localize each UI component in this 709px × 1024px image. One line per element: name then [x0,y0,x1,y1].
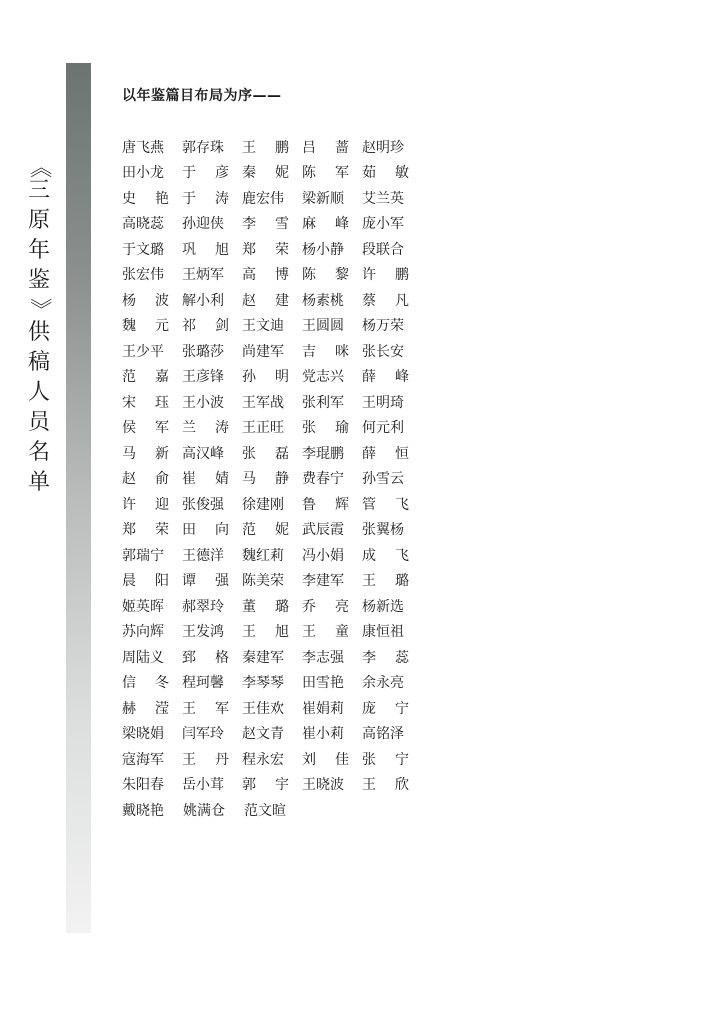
title-glyph: 人 [27,380,50,405]
name-row [122,491,422,517]
contributor-name: 冯小娟 [302,547,344,564]
contributor-name: 王 军 [182,700,229,717]
name-row [122,262,422,288]
name-row [122,568,422,594]
contributor-name: 闫军玲 [182,726,224,743]
contributor-name: 姬英晖 [122,598,164,615]
contributor-name: 田小龙 [122,165,164,182]
contributor-name: 李志强 [302,649,344,666]
name-row [122,415,422,441]
contributor-name: 董 璐 [242,598,289,615]
contributor-name: 吕 蔷 [302,139,349,156]
contributor-name: 张利军 [302,394,344,411]
contributor-name: 张宏伟 [122,267,164,284]
contributor-name: 鹿宏伟 [242,190,284,207]
contributor-name: 党志兴 [302,369,344,386]
contributor-name: 郑 荣 [242,241,289,258]
contributor-name: 高汉峰 [182,445,224,462]
name-row [122,287,422,313]
contributor-name: 王正旺 [242,420,284,437]
contributor-name: 成 飞 [362,547,409,564]
contributor-name: 姚满仓 [183,802,225,819]
contributor-name: 李琨鹏 [302,445,344,462]
name-row [122,746,422,772]
name-row [122,670,422,696]
name-row [122,797,422,823]
contributor-name: 薛 峰 [362,369,409,386]
section-heading: 以年鉴篇目布局为序—— [122,88,282,104]
contributor-name: 王晓波 [302,777,344,794]
contributor-name: 王炳军 [182,267,224,284]
name-row [122,364,422,390]
contributor-name: 刘 佳 [302,751,349,768]
contributor-name: 王 欣 [362,777,409,794]
contributor-name: 秦建军 [242,649,284,666]
contributor-name: 陈美荣 [242,573,284,590]
name-row [122,593,422,619]
contributor-name: 马 静 [242,471,289,488]
contributor-name: 王军战 [242,394,284,411]
contributor-name: 王明琦 [362,394,404,411]
contributor-name: 张 宁 [362,751,409,768]
contributor-name: 张 瑜 [302,420,349,437]
contributor-name: 于 涛 [182,190,229,207]
contributor-name: 巩 旭 [182,241,229,258]
contributor-name: 朱阳春 [122,777,164,794]
contributor-name: 张俊强 [182,496,224,513]
name-row [122,134,422,160]
contributor-name: 解小利 [182,292,224,309]
contributor-name: 杨万荣 [362,318,404,335]
contributor-name: 王 璐 [362,573,409,590]
contributor-name: 王发鸿 [182,624,224,641]
contributor-name: 王德洋 [182,547,224,564]
contributor-name: 赵文青 [242,726,284,743]
contributor-name: 兰 涛 [182,420,229,437]
contributor-name-list [122,134,422,823]
contributor-name: 李琴琴 [242,675,284,692]
contributor-name: 梁晓娟 [122,726,164,743]
contributor-name: 程永宏 [242,751,284,768]
contributor-name: 张翼杨 [362,522,404,539]
title-glyph: 原 [27,208,50,233]
contributor-name: 郭 宇 [242,777,289,794]
contributor-name: 徐建刚 [242,496,284,513]
contributor-name: 王圆圆 [302,318,344,335]
contributor-name: 赵明珍 [362,139,404,156]
contributor-name: 余永亮 [362,675,404,692]
contributor-name: 郭瑞宁 [122,547,164,564]
name-row [122,466,422,492]
title-glyph: 《 [26,155,52,179]
name-row [122,440,422,466]
contributor-name: 段联合 [362,241,404,258]
title-glyph: 年 [27,238,50,263]
contributor-name: 许 迎 [122,496,169,513]
contributor-name: 尚建军 [242,343,284,360]
contributor-name: 杨素桃 [302,292,344,309]
contributor-name: 郝翠玲 [182,598,224,615]
contributor-name: 谭 强 [182,573,229,590]
contributor-name: 吉 咪 [302,343,349,360]
contributor-name: 杨小静 [302,241,344,258]
contributor-name: 王文迪 [242,318,284,335]
name-row [122,185,422,211]
contributor-name: 王少平 [122,343,164,360]
contributor-name: 蔡 凡 [362,292,409,309]
contributor-name: 王 鹏 [242,139,289,156]
contributor-name: 范 妮 [242,522,289,539]
contributor-name: 晨 阳 [122,573,169,590]
title-glyph: 员 [27,410,50,435]
contributor-name: 崔 婧 [182,471,229,488]
contributor-name: 苏向辉 [122,624,164,641]
contributor-name: 鲁 辉 [302,496,349,513]
name-row [122,772,422,798]
contributor-name: 乔 亮 [302,598,349,615]
title-glyph: 稿 [27,350,50,375]
title-glyph: 名 [27,440,50,465]
name-row [122,236,422,262]
contributor-name: 魏红莉 [242,547,284,564]
contributor-name: 陈 黎 [302,267,349,284]
title-glyph: 供 [27,320,50,345]
contributor-name: 范文暄 [244,802,286,819]
contributor-name: 麻 峰 [302,216,349,233]
name-row [122,160,422,186]
name-row [122,721,422,747]
page-title-vertical [22,155,56,502]
contributor-name: 李建军 [302,573,344,590]
contributor-name: 庞 宁 [362,700,409,717]
contributor-name: 孙雪云 [362,471,404,488]
contributor-name: 王彦锋 [182,369,224,386]
contributor-name: 庞小军 [362,216,404,233]
contributor-name: 崔小莉 [302,726,344,743]
title-glyph: 单 [27,470,50,495]
contributor-name: 王 童 [302,624,349,641]
name-row [122,619,422,645]
name-row [122,389,422,415]
contributor-name: 于文璐 [122,241,164,258]
contributor-name: 艾兰英 [362,190,404,207]
contributor-name: 史 艳 [122,190,169,207]
contributor-name: 赫 滢 [122,700,169,717]
contributor-name: 王 旭 [242,624,289,641]
contributor-name: 王 丹 [182,751,229,768]
contributor-name: 祁 剑 [182,318,229,335]
contributor-name: 张 磊 [242,445,289,462]
contributor-name: 高晓蕊 [122,216,164,233]
contributor-name: 魏 元 [122,318,169,335]
contributor-name: 孙迎侠 [182,216,224,233]
name-row [122,211,422,237]
contributor-name: 唐飞燕 [122,139,164,156]
contributor-name: 茹 敏 [362,165,409,182]
contributor-name: 康恒祖 [362,624,404,641]
title-glyph: 》 [26,297,52,321]
contributor-name: 宋 珏 [122,394,169,411]
contributor-name: 张璐莎 [182,343,224,360]
contributor-name: 武辰霞 [302,522,344,539]
contributor-name: 田 向 [182,522,229,539]
title-glyph: 三 [27,178,50,203]
name-row [122,338,422,364]
contributor-name: 于 彦 [182,165,229,182]
contributor-name: 马 新 [122,445,169,462]
contributor-name: 何元利 [362,420,404,437]
contributor-name: 杨 波 [122,292,169,309]
contributor-name: 赵 俞 [122,471,169,488]
decorative-gradient-bar [66,63,91,933]
contributor-name: 赵 建 [242,292,289,309]
name-row [122,542,422,568]
contributor-name: 戴晓艳 [122,802,164,819]
contributor-name: 费春宁 [302,471,344,488]
contributor-name: 王小波 [182,394,224,411]
contributor-name: 梁新顺 [302,190,344,207]
name-row [122,695,422,721]
contributor-name: 张长安 [362,343,404,360]
contributor-name: 李 雪 [242,216,289,233]
contributor-name: 王佳欢 [242,700,284,717]
name-row [122,313,422,339]
name-row [122,517,422,543]
contributor-name: 杨新选 [362,598,404,615]
contributor-name: 郭存珠 [182,139,224,156]
contributor-name: 崔娟莉 [302,700,344,717]
contributor-name: 程珂馨 [182,675,224,692]
contributor-name: 周陆义 [122,649,164,666]
contributor-name: 郅 格 [182,649,229,666]
contributor-name: 陈 军 [302,165,349,182]
contributor-name: 李 蕊 [362,649,409,666]
contributor-name: 高 博 [242,267,289,284]
contributor-name: 岳小茸 [182,777,224,794]
contributor-name: 秦 妮 [242,165,289,182]
contributor-name: 范 嘉 [122,369,169,386]
contributor-name: 薛 恒 [362,445,409,462]
contributor-name: 高铭泽 [362,726,404,743]
contributor-name: 孙 明 [242,369,289,386]
contributor-name: 管 飞 [362,496,409,513]
contributor-name: 侯 军 [122,420,169,437]
contributor-name: 许 鹏 [362,267,409,284]
contributor-name: 郑 荣 [122,522,169,539]
contributor-name: 信 冬 [122,675,169,692]
contributor-name: 寇海军 [122,751,164,768]
name-row [122,644,422,670]
contributor-name: 田雪艳 [302,675,344,692]
title-glyph: 鉴 [27,268,50,293]
